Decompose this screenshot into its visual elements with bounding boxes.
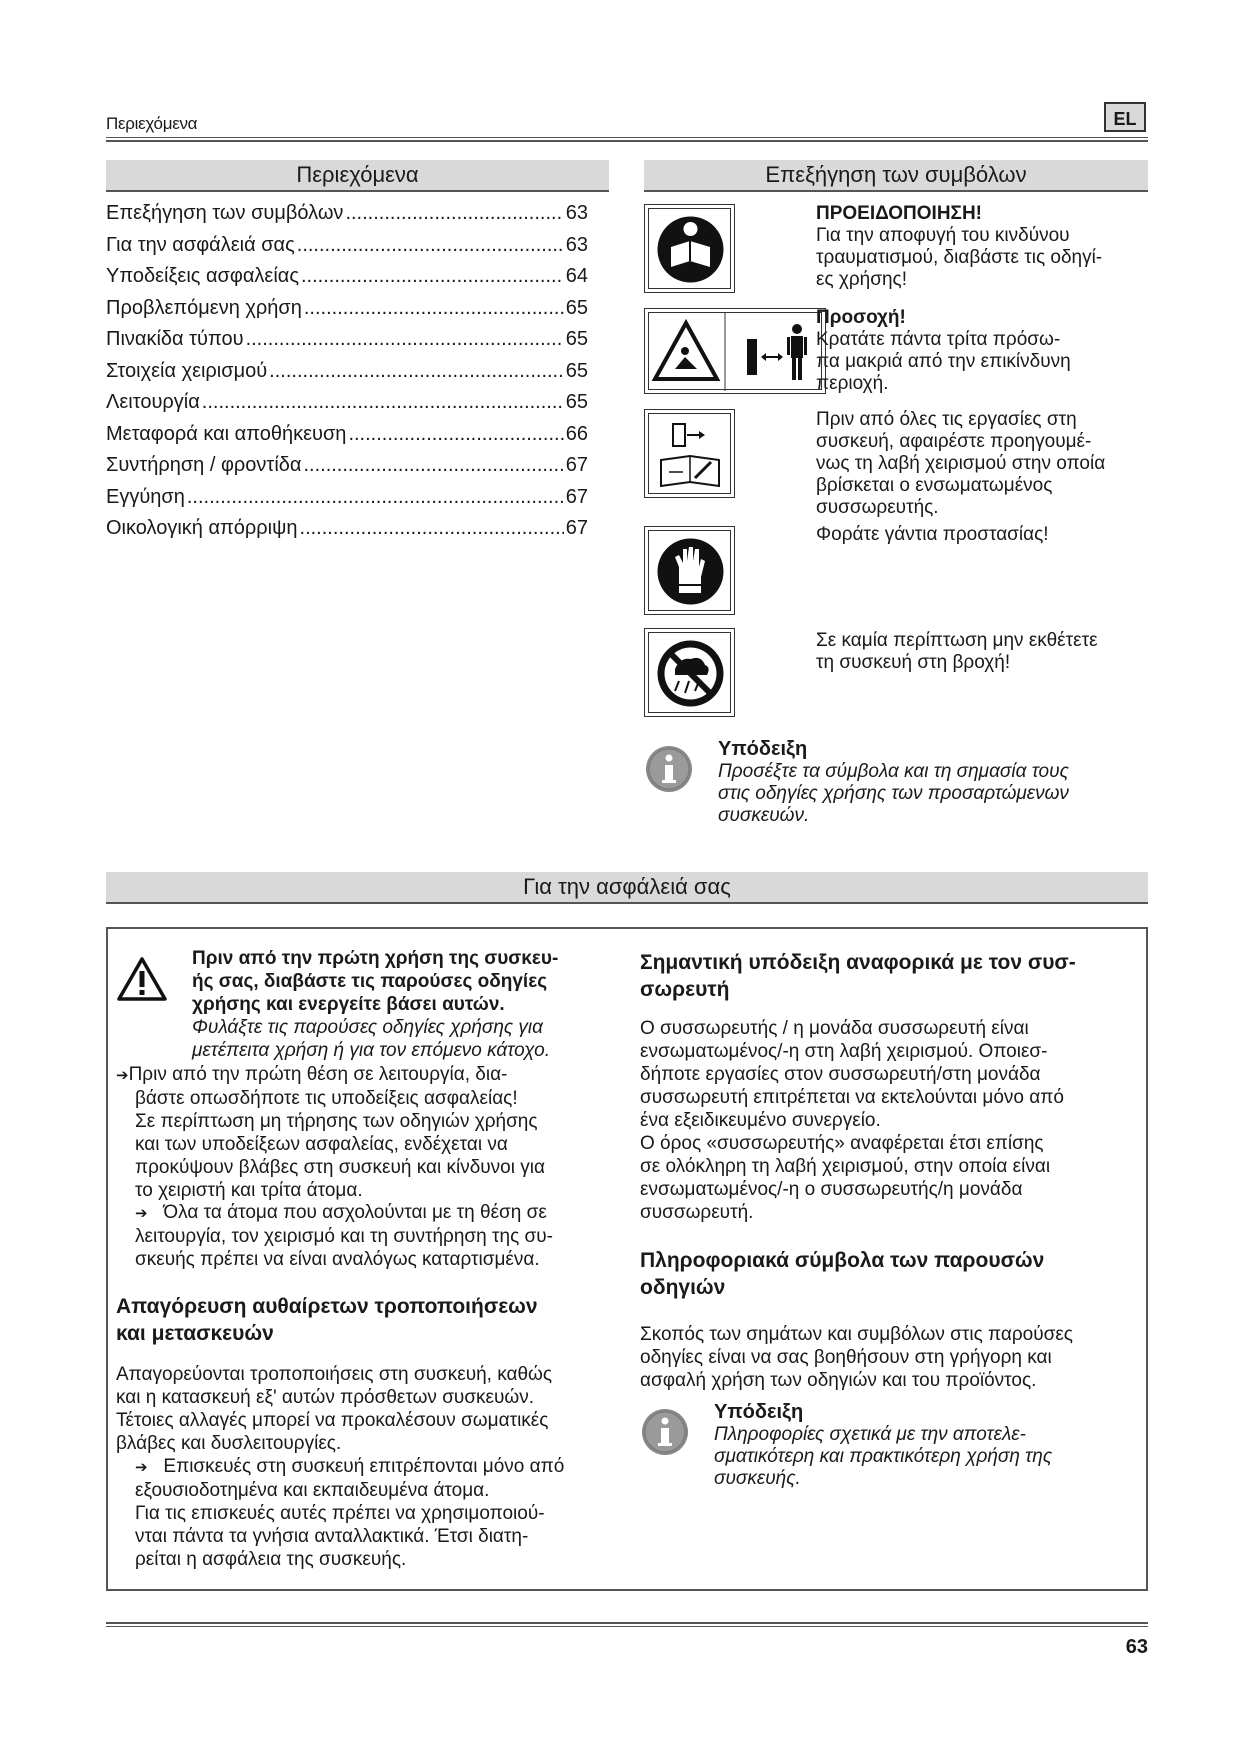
symbol-text-5: Σε καμία περίπτωση μην εκθέτετε τη συσκευή στη βροχή! <box>816 630 1098 673</box>
toc-entry-title: Επεξήγηση των συμβόλων <box>106 202 344 224</box>
toc-entry-page: 65 <box>565 391 588 413</box>
toc-entry-title: Για την ασφάλειά σας <box>106 233 295 256</box>
toc-entry-title: Πινακίδα τύπου <box>106 328 244 350</box>
toc-entry-page: 65 <box>565 296 588 319</box>
symbol-text-3: Πριν από όλες τις εργασίες στη συσκευή, αφαιρέστε προηγουμέ- νως τη λαβή χειρισμού στην οποία βρίσκεται ο ενσωματωμένος συσσωρευτής. <box>816 409 1106 518</box>
toc-entry-page: 67 <box>565 485 588 508</box>
warning-triangle-icon <box>116 955 168 1003</box>
modifications-text: Απαγορεύονται τροποποιήσεις στη συσκευή, καθώς και η κατασκευή εξ' αυτών πρόσθετων συσκευών. Τέτοιες αλλαγές μπορεί να προκαλέσουν σωματικές βλάβες και δυσλειτουργίες. <box>116 1364 553 1454</box>
keep-distance-icon <box>645 309 827 395</box>
safety-bullet-2: ➔ Όλα τα άτομα που ασχολούνται με τη θέση σε λειτουργία, τον χειρισμό και τη συντήρηση της συ- σκευής πρέπει να είναι αναλόγως καταρτισμένα. <box>135 1202 553 1270</box>
battery-heading: Σημαντική υπόδειξη αναφορικά με τον συσ- σωρευτή <box>640 951 1076 1001</box>
info-symbols-text: Σκοπός των σημάτων και συμβόλων στις παρούσες οδηγίες είναι να σας βοηθήσουν στη γρήγορη και ασφαλή χρήση των οδηγιών και του προϊόντος. <box>640 1324 1073 1391</box>
toc-title: Περιεχόμενα <box>106 160 609 192</box>
symbol-box <box>644 409 735 498</box>
symbol-box <box>644 526 735 615</box>
toc-entry-title: Προβλεπόμενη χρήση <box>106 296 302 319</box>
arrow-right-icon: ➔ <box>135 1459 148 1476</box>
toc-entry[interactable] <box>106 454 588 486</box>
footer-rule <box>106 1626 1148 1627</box>
no-rain-icon <box>645 629 736 718</box>
safety-title: Για την ασφάλειά σας <box>106 872 1148 904</box>
toc-entry-title: Συντήρηση / φροντίδα <box>106 454 302 476</box>
toc-entry-title: Οικολογική απόρριψη <box>106 517 298 539</box>
toc-entry[interactable] <box>106 265 588 297</box>
safety-warning: Πριν από την πρώτη χρήση της συσκευ- ής σας, διαβάστε τις παρούσες οδηγίες χρήσης και ενεργείτε βάσει αυτών. Φυλάξτε τις παρούσες οδηγίες χρήσης για μετέπειτα χρήση ή για τον επόμενο κάτοχο. <box>192 948 559 1061</box>
toc-entry-title: Υποδείξεις ασφαλείας <box>106 265 299 287</box>
toc-leader-dots <box>269 360 564 383</box>
toc-entry[interactable] <box>106 202 588 234</box>
page-number: 63 <box>1125 1636 1148 1658</box>
arrow-right-icon: ➔ <box>116 1067 129 1084</box>
symbol-text-4: Φοράτε γάντια προστασίας! <box>816 524 1049 545</box>
toc-leader-dots <box>202 391 564 414</box>
toc-leader-dots <box>304 297 564 320</box>
modifications-bullet: ➔ Επισκευές στη συσκευή επιτρέπονται μόνο από εξουσιοδοτημένα και εκπαιδευμένα άτομα. Για τις επισκευές αυτές πρέπει να χρησιμοποιού- νται πάντα τα γνήσια ανταλλακτικά. Έτσι διατη- ρείται η ασφάλεια της συσκευής. <box>135 1456 565 1570</box>
toc-entry[interactable] <box>106 297 588 329</box>
safety-box <box>106 927 1148 1591</box>
toc-entry-page: 65 <box>565 328 588 350</box>
running-head: Περιεχόμενα <box>106 114 198 133</box>
toc-entry-page: 64 <box>565 265 588 287</box>
symbol-box <box>644 308 826 394</box>
remove-battery-icon <box>645 410 736 499</box>
toc-entry-page: 63 <box>565 233 588 256</box>
toc-entry[interactable] <box>106 360 588 392</box>
toc-entry[interactable] <box>106 486 588 518</box>
gloves-icon <box>645 527 736 616</box>
language-badge: EL <box>1104 102 1146 132</box>
toc-leader-dots <box>348 423 563 446</box>
symbol-text-1: ΠΡΟΕΙΔΟΠΟΙΗΣΗ! Για την αποφυγή του κινδύνου τραυματισμού, διαβάστε τις οδηγί- ες χρήσης! <box>816 203 1103 290</box>
toc-leader-dots <box>301 265 564 288</box>
toc-entry-title: Μεταφορά και αποθήκευση <box>106 422 347 445</box>
symbols-note: Υπόδειξη Προσέξτε τα σύμβολα και τη σημασία τους στις οδηγίες χρήσης των προσαρτώμενων συσκευών. <box>718 738 1069 826</box>
toc-leader-dots <box>187 486 564 509</box>
toc-entry-page: 66 <box>565 422 588 445</box>
info-symbols-heading: Πληροφοριακά σύμβολα των παρουσών οδηγιών <box>640 1249 1045 1299</box>
arrow-right-icon: ➔ <box>135 1205 148 1222</box>
toc-entry[interactable] <box>106 517 588 549</box>
info-icon <box>644 744 694 794</box>
toc-entry[interactable] <box>106 328 588 360</box>
toc-entry[interactable] <box>106 391 588 423</box>
header-rule <box>106 140 1148 142</box>
toc-entry-page: 65 <box>565 359 588 382</box>
header-rule <box>106 137 1148 138</box>
toc-entry[interactable] <box>106 234 588 266</box>
symbol-box <box>644 628 735 717</box>
toc-entry-page: 63 <box>565 202 588 224</box>
toc-leader-dots <box>246 328 564 351</box>
modifications-heading: Απαγόρευση αυθαίρετων τροποποιήσεων και μετασκευών <box>116 1295 538 1345</box>
toc-entry-title: Στοιχεία χειρισμού <box>106 359 268 382</box>
info-icon <box>640 1407 690 1457</box>
toc-entry[interactable] <box>106 423 588 455</box>
toc-leader-dots <box>345 202 563 225</box>
safety-note: Υπόδειξη Πληροφορίες σχετικά με την αποτελε- σματικότερη και πρακτικότερη χρήση της συσκευής. <box>714 1401 1053 1489</box>
symbol-box <box>644 204 735 293</box>
read-manual-icon <box>645 205 736 294</box>
table-of-contents <box>106 202 588 549</box>
battery-text: Ο συσσωρευτής / η μονάδα συσσωρευτή είναι ενσωματωμένος/-η στη λαβή χειρισμού. Οποιεσ- δήποτε εργασίες στον συσσωρευτή/στη μονάδα συσσωρευτή επιτρέπεται να εκτελούνται μόνο από ένα εξειδικευμένο συνεργείο. Ο όρος «συσσωρευτής» αναφέρεται έτσι επίσης σε ολόκληρη τη λαβή χειρισμού, στην οποία είναι ενσωματωμένος/-η ο συσσωρευτής/η μονάδα συσσωρευτή. <box>640 1018 1064 1223</box>
safety-bullet-1: ➔Πριν από την πρώτη θέση σε λειτουργία, δια- βάστε οπωσδήποτε τις υποδείξεις ασφαλείας! Σε περίπτωση μη τήρησης των οδηγιών χρήσης και των υποδείξεων ασφαλείας, ενδέχεται να προκύψουν βλάβες στη συσκευή και κίνδυνοι για το χειριστή και τρίτα άτομα. <box>116 1064 545 1201</box>
toc-leader-dots <box>297 234 564 257</box>
toc-leader-dots <box>300 517 564 540</box>
symbols-title: Επεξήγηση των συμβόλων <box>644 160 1148 192</box>
toc-entry-page: 67 <box>565 454 588 476</box>
footer-rule <box>106 1622 1148 1624</box>
symbol-text-2: Προσοχή! Κρατάτε πάντα τρίτα πρόσω- πα μακριά από την επικίνδυνη περιοχή. <box>816 307 1071 394</box>
toc-entry-title: Λειτουργία <box>106 391 200 413</box>
toc-entry-page: 67 <box>565 517 588 539</box>
toc-entry-title: Εγγύηση <box>106 485 185 508</box>
toc-leader-dots <box>303 454 563 477</box>
